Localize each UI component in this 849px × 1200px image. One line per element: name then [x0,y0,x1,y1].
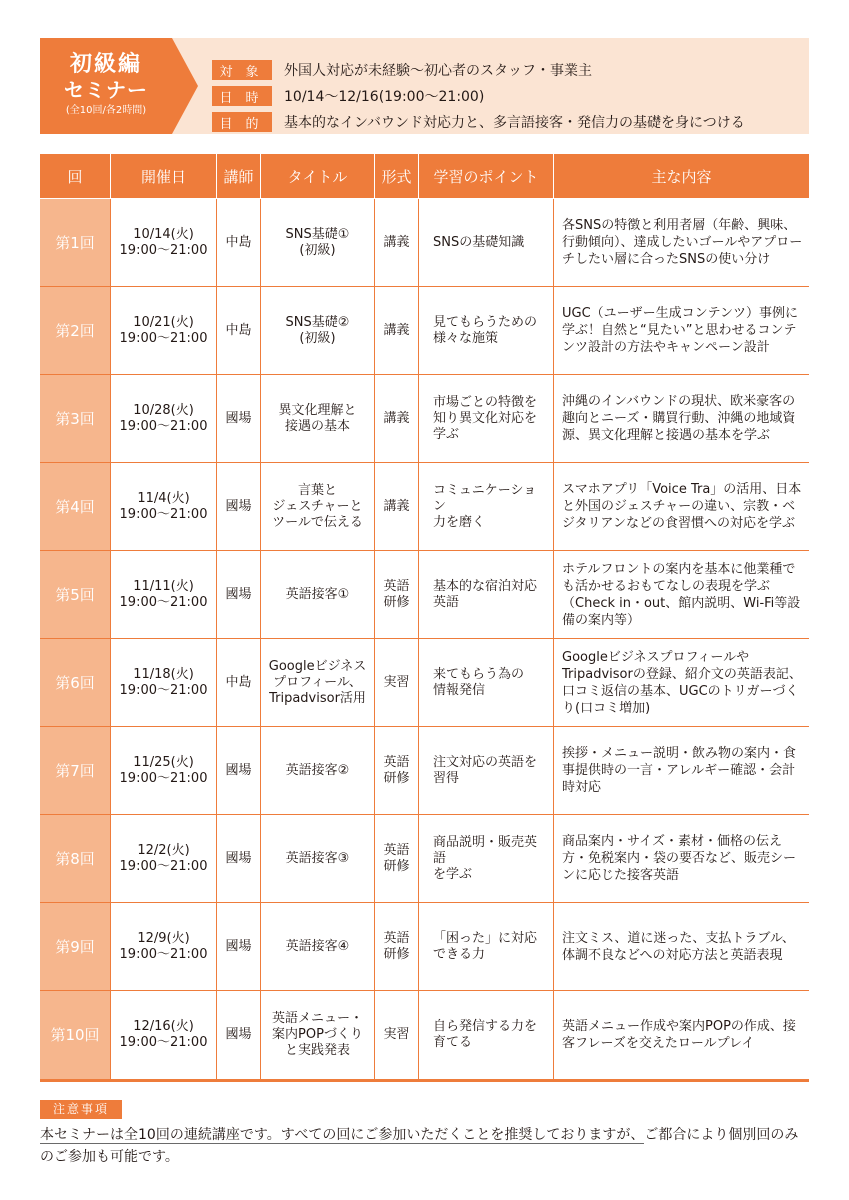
schedule-table-frame [40,154,809,1082]
col-header-date: 開催日 [111,154,217,199]
session-number [40,815,111,903]
session-point-text: 商品説明・販売英語 を学ぶ [433,834,538,882]
label-char: 時 [245,90,265,106]
session-title-text: 英語接客③ [285,850,350,866]
session-number [40,903,111,991]
session-date-time: 19:00～21:00 [119,330,208,346]
purpose-value: 基本的なインバウンド対応力と、多言語接客・発信力の基礎を身につける [284,115,745,131]
session-content-text: 注文ミス、道に迷った、支払トラブル、体調不良などへの対応方法と英語表現 [562,930,795,963]
session-teacher [217,375,261,463]
table-row [40,199,809,287]
session-title-text: 英語接客④ [285,938,350,954]
session-teacher-text: 中島 [225,234,252,250]
session-date-day: 12/2(火) [137,842,190,858]
session-format [375,815,419,903]
session-format [375,551,419,639]
session-date [111,903,217,991]
session-date-time: 19:00～21:00 [119,770,208,786]
table-row [40,287,809,375]
header-row-datetime [212,86,484,106]
session-teacher-text: 國場 [225,586,252,602]
badge-title: 初級編 [69,52,142,77]
session-title [261,463,375,551]
session-point [419,639,554,727]
session-title-text: 英語接客① [285,586,350,602]
session-content [554,727,809,815]
session-date [111,375,217,463]
session-point [419,727,554,815]
session-format-text: 講義 [383,322,410,338]
session-title [261,375,375,463]
target-value: 外国人対応が未経験～初心者のスタッフ・事業主 [284,63,592,79]
session-point [419,991,554,1079]
table-row [40,991,809,1079]
notice-text-line2: ご都合により個別回のみのご参加も可能です。 [40,1127,799,1165]
session-content-text: 英語メニュー作成や案内POPの作成、接客フレーズを交えたロールプレイ [562,1019,796,1051]
session-point-text: 市場ごとの特徴を 知り異文化対応を 学ぶ [433,394,538,442]
session-number-text: 第5回 [55,585,95,604]
session-point-text: 「困った」に対応 できる力 [433,930,538,962]
session-number [40,463,111,551]
header-row-purpose [212,112,745,132]
session-teacher-text: 國場 [225,498,252,514]
session-title [261,903,375,991]
col-header-teacher: 講師 [217,154,261,199]
session-teacher-text: 中島 [225,322,252,338]
session-title-text: SNS基礎① (初級) [285,226,350,258]
session-teacher-text: 國場 [225,1027,252,1042]
datetime-value: 10/14～12/16(19:00～21:00) [284,89,485,105]
session-point-text: SNSの基礎知識 [433,234,525,250]
session-content-text: 各SNSの特徴と利用者層（年齢、興味、行動傾向）、達成したいゴールやアプローチしたい層に合ったSNSの使い分け [562,218,803,267]
table-row [40,815,809,903]
session-point [419,551,554,639]
label-char: 的 [245,116,265,132]
session-title [261,991,375,1079]
schedule-table [40,154,809,1079]
session-format [375,199,419,287]
session-content-text: 挨拶・メニュー説明・飲み物の案内・食事提供時の一言・アレルギー確認・会計時対応 [562,746,797,795]
session-date [111,287,217,375]
session-point [419,287,554,375]
session-number [40,727,111,815]
header-row-target [212,60,592,80]
session-number [40,287,111,375]
notice-label: 注意事項 [40,1100,122,1119]
session-date-day: 10/28(火) [133,402,194,418]
session-number-text: 第1回 [55,233,95,252]
session-content [554,815,809,903]
session-date-time: 19:00～21:00 [119,946,208,962]
session-point-text: 見てもらうための 様々な施策 [433,314,538,346]
session-teacher-text: 國場 [225,762,252,778]
session-number [40,199,111,287]
session-date-day: 11/18(火) [133,666,194,682]
session-date [111,815,217,903]
notice-text [40,1124,810,1168]
session-number [40,639,111,727]
session-format [375,463,419,551]
session-teacher-text: 國場 [225,938,252,954]
session-date-day: 11/25(火) [133,754,194,770]
session-point [419,375,554,463]
session-number-text: 第6回 [55,673,95,692]
session-number [40,375,111,463]
session-date-day: 11/11(火) [133,578,194,594]
session-date [111,639,217,727]
session-teacher [217,551,261,639]
session-point-text: 来てもらう為の 情報発信 [433,666,525,698]
table-row [40,903,809,991]
session-teacher [217,991,261,1079]
session-teacher-text: 國場 [225,410,252,426]
session-teacher-text: 中島 [225,674,252,690]
session-format [375,639,419,727]
session-content-text: スマホアプリ「Voice Tra」の活用、日本と外国のジェスチャーの違い、宗教・ベジタリアンなどの食習慣への対応を学ぶ [562,482,802,531]
session-teacher [217,815,261,903]
session-number-text: 第10回 [50,1026,100,1044]
session-date-time: 19:00～21:00 [119,594,208,610]
session-title [261,815,375,903]
session-format [375,727,419,815]
session-date-day: 12/9(火) [137,930,190,946]
session-date [111,463,217,551]
col-header-content: 主な内容 [554,154,809,199]
session-format [375,287,419,375]
table-row [40,375,809,463]
session-date-time: 19:00～21:00 [119,1035,208,1050]
session-content [554,375,809,463]
table-header-row [40,154,809,199]
session-content-text: ホテルフロントの案内を基本に他業種でも活かせるおもてなしの表現を学ぶ（Check in・out、館内説明、Wi-Fi等設備の案内等） [562,561,801,628]
purpose-label [212,112,272,132]
session-title-text: 英語メニュー・ 案内POPづくり と実践発表 [271,1011,363,1058]
session-date [111,551,217,639]
session-date [111,991,217,1079]
session-point-text: 基本的な宿泊対応 英語 [433,578,538,610]
session-date-time: 19:00～21:00 [119,858,208,874]
session-format-text: 英語 研修 [383,754,410,786]
session-title [261,639,375,727]
notice-text-line1: 本セミナーは全10回の連続講座です。すべての回にご参加いただくことを推奨しておりますが、 [40,1127,645,1143]
session-format [375,903,419,991]
session-title-text: 英語接客② [285,762,350,778]
session-content [554,551,809,639]
session-format-text: 英語 研修 [383,930,410,962]
label-char: 目 [219,116,239,132]
col-header-title: タイトル [261,154,375,199]
session-number-text: 第9回 [55,937,95,956]
session-teacher [217,287,261,375]
session-content [554,903,809,991]
badge-subtitle: セミナー [64,78,148,102]
session-teacher [217,199,261,287]
session-title [261,727,375,815]
session-content [554,199,809,287]
session-content-text: 沖縄のインバウンドの現状、欧米豪客の趣向とニーズ・購買行動、沖縄の地域資源、異文化理解と接遇の基本を学ぶ [562,394,796,443]
session-point-text: コミュニケーション 力を磨く [433,482,537,530]
session-content-text: 商品案内・サイズ・素材・価格の伝え方・免税案内・袋の要否など、販売シーンに応じた接客英語 [562,834,797,883]
session-date-time: 19:00～21:00 [119,418,208,434]
session-format-text: 実習 [383,1027,410,1042]
session-number [40,991,111,1079]
session-point [419,463,554,551]
session-format-text: 講義 [383,498,410,514]
session-teacher [217,463,261,551]
datetime-label [212,86,272,106]
badge-note: (全10回/各2時間) [65,105,147,116]
session-title [261,551,375,639]
session-title-text: SNS基礎② (初級) [285,314,350,346]
session-format-text: 講義 [383,234,410,250]
session-date-day: 11/4(火) [137,490,190,506]
session-number-text: 第7回 [55,761,95,780]
col-header-point: 学習のポイント [419,154,554,199]
session-format-text: 英語 研修 [383,578,410,610]
session-teacher-text: 國場 [225,850,252,866]
label-char: 対 [219,64,239,80]
session-number-text: 第3回 [55,409,95,428]
session-title-text: 異文化理解と 接遇の基本 [278,402,357,434]
session-date-time: 19:00～21:00 [119,506,208,522]
table-row [40,727,809,815]
session-format-text: 実習 [383,674,410,690]
session-point [419,199,554,287]
session-content [554,287,809,375]
col-header-format: 形式 [375,154,419,199]
session-number-text: 第4回 [55,497,95,516]
session-date-day: 12/16(火) [133,1019,194,1034]
session-format-text: 講義 [383,410,410,426]
session-date [111,727,217,815]
target-label [212,60,272,80]
session-teacher [217,639,261,727]
session-number [40,551,111,639]
session-number-text: 第8回 [55,849,95,868]
session-title-text: Googleビジネス プロフィール、 Tripadvisor活用 [268,658,367,706]
label-char: 象 [245,64,265,80]
session-point [419,815,554,903]
session-format [375,375,419,463]
session-number-text: 第2回 [55,321,95,340]
session-title [261,287,375,375]
session-point-text: 自ら発信する力を 育てる [433,1019,538,1050]
session-format-text: 英語 研修 [383,842,410,874]
session-content [554,463,809,551]
col-header-kai: 回 [40,154,111,199]
table-row [40,551,809,639]
session-content-text: UGC（ユーザー生成コンテンツ）事例に学ぶ！自然と“見たい”と思わせるコンテンツ設計の方法やキャンペーン設計 [562,306,799,355]
session-title-text: 言葉と ジェスチャーと ツールで伝える [272,482,363,530]
session-content [554,991,809,1079]
session-date-day: 10/21(火) [133,314,194,330]
session-date [111,199,217,287]
session-content [554,639,809,727]
label-char: 日 [219,90,239,106]
session-content-text: Googleビジネスプロフィールや Tripadvisorの登録、紹介文の英語表記、口コミ返信の基本、UGCのトリガーづくり(口コミ増加) [562,649,802,716]
session-date-day: 10/14(火) [133,226,194,242]
session-point [419,903,554,991]
session-title [261,199,375,287]
session-teacher [217,903,261,991]
session-teacher [217,727,261,815]
session-date-time: 19:00～21:00 [119,682,208,698]
table-row [40,639,809,727]
table-row [40,463,809,551]
badge [40,38,172,134]
session-date-time: 19:00～21:00 [119,242,208,258]
session-point-text: 注文対応の英語を 習得 [433,754,538,786]
session-format [375,991,419,1079]
